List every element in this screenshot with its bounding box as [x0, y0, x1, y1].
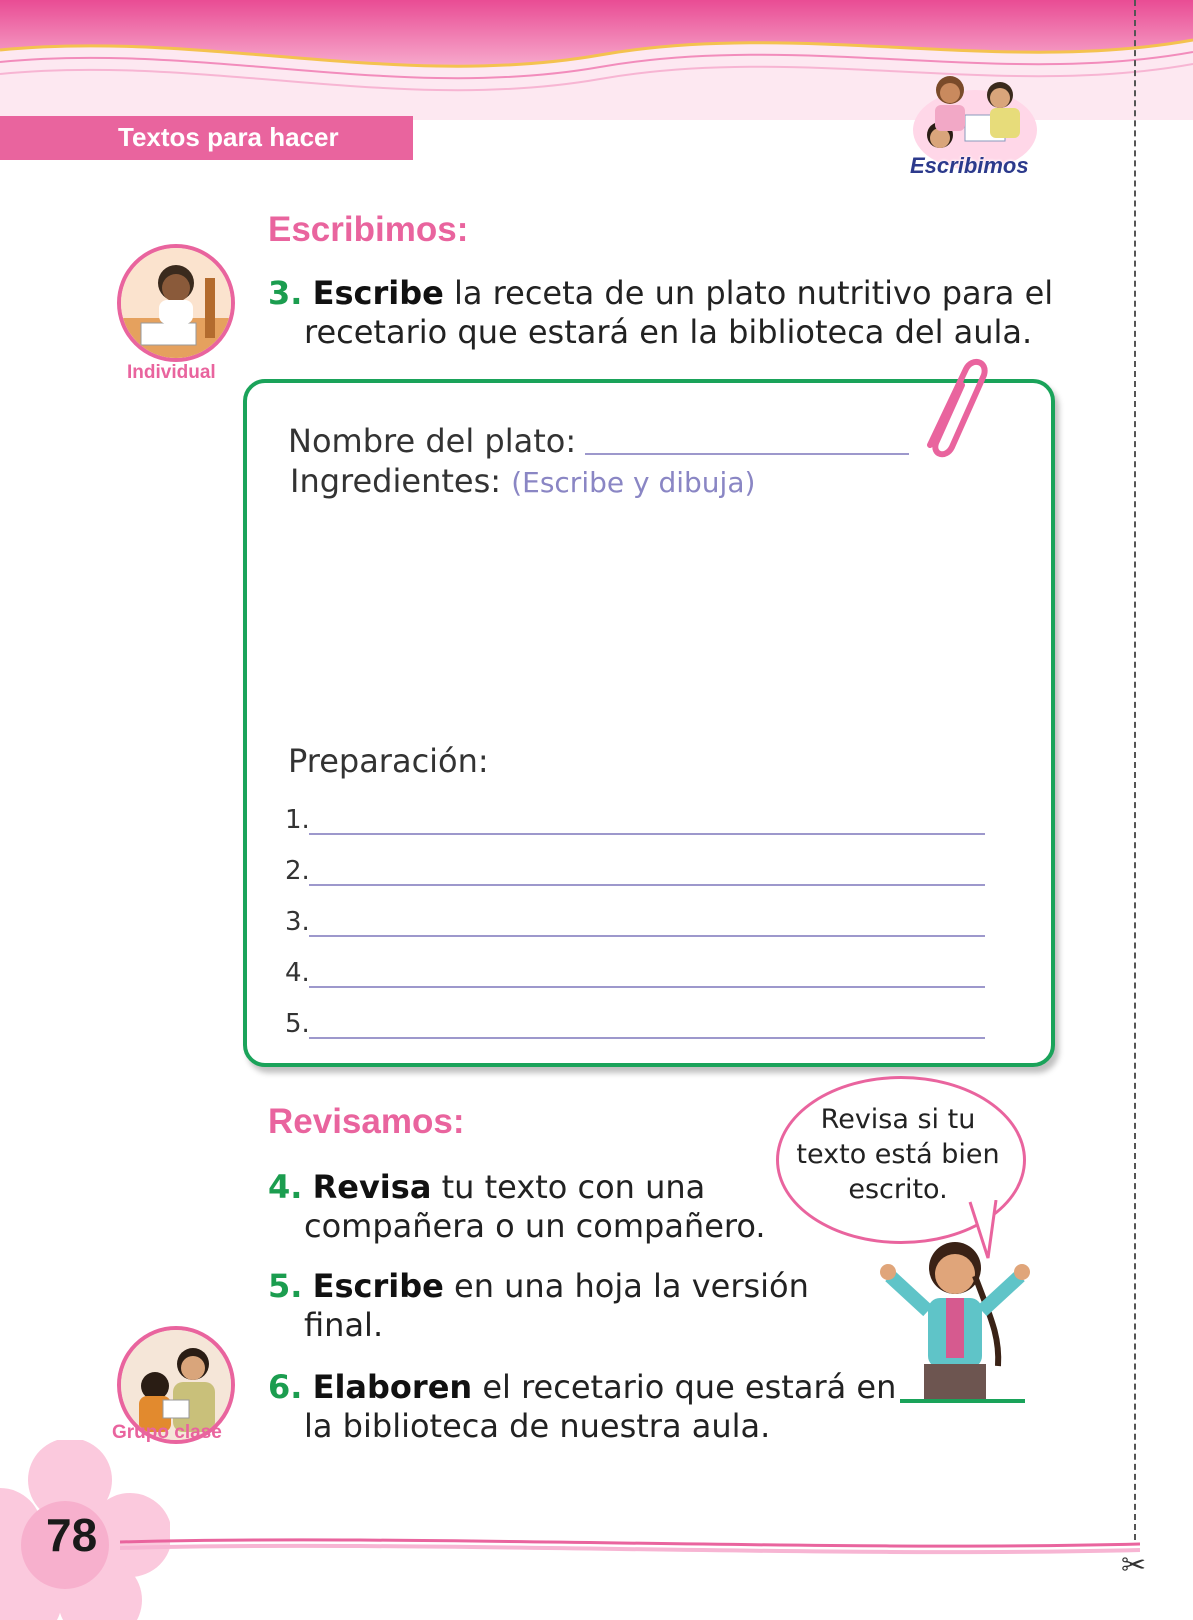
dish-name-field[interactable] [585, 453, 909, 455]
escribimos-heading: Escribimos: [268, 210, 469, 249]
instruction-5-text-line1: en una hoja la versión [443, 1267, 809, 1305]
group-class-label: Grupo clase [112, 1422, 222, 1443]
dish-name-label: Nombre del plato: [288, 422, 577, 460]
step-number: 1. [285, 805, 310, 835]
section-tab-label: Textos para hacer [118, 122, 339, 152]
instruction-5-number: 5. [268, 1267, 303, 1305]
instruction-3-text-line2: recetario que estará en la biblioteca del aula. [304, 313, 1033, 351]
girl-illustration [880, 1236, 1030, 1406]
instruction-3-number: 3. [268, 274, 303, 312]
step-number: 4. [285, 958, 310, 988]
step-line [309, 1037, 985, 1039]
individual-label: Individual [127, 362, 216, 383]
page-number: 78 [46, 1509, 98, 1561]
revisamos-heading: Revisamos: [268, 1102, 465, 1141]
bubble-line: Revisa si tu [820, 1104, 976, 1135]
instruction-3-text-line1: la receta de un plato nutritivo para el [443, 274, 1054, 312]
preparation-step-row[interactable] [285, 901, 985, 937]
step-number: 2. [285, 856, 310, 886]
bottom-wave-band [120, 1530, 1140, 1560]
bubble-line: escrito. [848, 1174, 948, 1205]
ingredients-drawing-area[interactable] [285, 505, 985, 735]
cut-line [1134, 0, 1136, 1540]
preparation-step-row[interactable] [285, 952, 985, 988]
instruction-5-text-line2: final. [304, 1306, 384, 1344]
section-tab [0, 116, 413, 160]
ingredients-label-row [290, 462, 755, 500]
preparation-step-row[interactable] [285, 850, 985, 886]
instruction-6-verb: Elaboren [312, 1368, 473, 1406]
instruction-6-text-line2: la biblioteca de nuestra aula. [304, 1407, 771, 1445]
instruction-3 [268, 274, 1053, 352]
instruction-4 [268, 1168, 766, 1246]
ingredients-hint: (Escribe y dibuja) [511, 466, 756, 499]
step-line [309, 935, 985, 937]
instruction-4-verb: Revisa [312, 1168, 432, 1206]
ingredients-label: Ingredientes: [290, 462, 502, 500]
step-line [309, 833, 985, 835]
green-underline [900, 1399, 1025, 1403]
preparation-step-row[interactable] [285, 799, 985, 835]
preparation-label: Preparación: [288, 742, 489, 780]
instruction-6 [268, 1368, 896, 1446]
individual-avatar [117, 244, 235, 362]
instruction-4-text-line2: compañera o un compañero. [304, 1207, 766, 1245]
badge-label: Escribimos [910, 153, 1029, 178]
instruction-4-text-line1: tu texto con una [431, 1168, 706, 1206]
instruction-4-number: 4. [268, 1168, 303, 1206]
speech-bubble-text [776, 1102, 1020, 1207]
instruction-5-verb: Escribe [312, 1267, 444, 1305]
scissors-icon: ✂ [1121, 1548, 1147, 1583]
instruction-6-text-line1: el recetario que estará en [472, 1368, 897, 1406]
step-number: 3. [285, 907, 310, 937]
instruction-3-verb: Escribe [312, 274, 444, 312]
instruction-6-number: 6. [268, 1368, 303, 1406]
instruction-5 [268, 1267, 809, 1345]
paperclip-icon [918, 355, 994, 465]
step-line [309, 884, 985, 886]
bubble-line: texto está bien [796, 1139, 1000, 1170]
preparation-step-row[interactable] [285, 1003, 985, 1039]
step-line [309, 986, 985, 988]
step-number: 5. [285, 1009, 310, 1039]
